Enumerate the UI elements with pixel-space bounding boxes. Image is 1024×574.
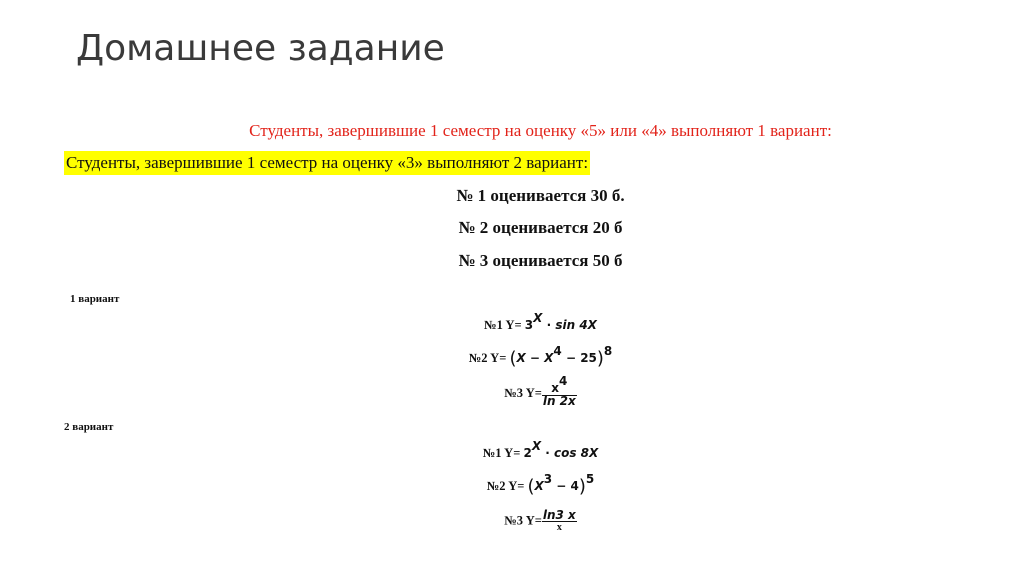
variant-2-label: 2 вариант bbox=[64, 421, 114, 433]
formula-prefix: №2 Y= bbox=[468, 351, 510, 365]
variant-1-formula-2 bbox=[0, 344, 1024, 369]
formula-exponent: X bbox=[533, 311, 543, 325]
formula-func: cos bbox=[554, 446, 577, 460]
formula-func: sin bbox=[555, 318, 576, 332]
score-item-3: № 3 оценивается 50 б bbox=[458, 251, 623, 270]
formula-dot: · bbox=[542, 318, 556, 332]
variant-2-formula-2 bbox=[0, 472, 1024, 497]
formula-fraction bbox=[542, 374, 577, 408]
formula-prefix: №1 Y= bbox=[482, 446, 524, 460]
formula-dot: · bbox=[541, 446, 554, 460]
variant-2-formula-1 bbox=[0, 439, 1024, 461]
variant-1-formula-1 bbox=[0, 311, 1024, 333]
formula-lparen: ( bbox=[527, 476, 535, 497]
formula-lparen: ( bbox=[509, 348, 517, 369]
formula-base: 2 bbox=[523, 446, 532, 460]
fraction-numerator: $x^4$ bbox=[542, 381, 577, 396]
formula-base: 3 bbox=[524, 318, 534, 332]
fraction-numerator: ln3 x bbox=[542, 508, 576, 522]
variant-2-formula-3 bbox=[0, 510, 1024, 533]
formula-prefix: №3 Y= bbox=[504, 513, 542, 528]
formula-term-c: − 25 bbox=[561, 351, 597, 365]
fraction-denominator: ln 2x bbox=[542, 394, 576, 408]
formula-arg: 4X bbox=[575, 318, 597, 332]
formula-term-a: X bbox=[534, 479, 544, 493]
formula-prefix: №1 Y= bbox=[484, 318, 525, 332]
formula-term-b: X bbox=[544, 351, 554, 365]
formula-term-b-exponent: 4 bbox=[553, 344, 562, 358]
score-item-2: № 2 оценивается 20 б bbox=[458, 218, 623, 237]
formula-exponent: X bbox=[531, 439, 542, 453]
score-item-1: № 1 оценивается 30 б. bbox=[456, 186, 625, 205]
variant-1-formula-3 bbox=[0, 374, 1024, 408]
formula-prefix: №3 Y= bbox=[504, 385, 542, 400]
slide-title: Домашнее задание bbox=[76, 28, 445, 69]
formula-term-a-exponent: 3 bbox=[543, 472, 553, 486]
formula-outer-exponent: 8 bbox=[603, 344, 613, 358]
formula-prefix: №2 Y= bbox=[486, 479, 528, 493]
formula-outer-exponent: 5 bbox=[585, 472, 595, 486]
formula-term-c: − 4 bbox=[552, 479, 579, 493]
instruction-variant-2-highlighted: Студенты, завершившие 1 семестр на оценку «3» выполняют 2 вариант: bbox=[64, 151, 590, 175]
formula-arg: 8X bbox=[576, 446, 599, 460]
formula-term-a: X − bbox=[516, 351, 545, 365]
formula-rparen: ) bbox=[596, 348, 604, 369]
formula-fraction bbox=[542, 510, 577, 533]
variant-1-label: 1 вариант bbox=[70, 293, 120, 305]
instruction-variant-1: Студенты, завершившие 1 семестр на оценку «5» или «4» выполняют 1 вариант: bbox=[249, 121, 832, 140]
fraction-denominator: x bbox=[556, 522, 562, 533]
formula-rparen: ) bbox=[578, 476, 586, 497]
